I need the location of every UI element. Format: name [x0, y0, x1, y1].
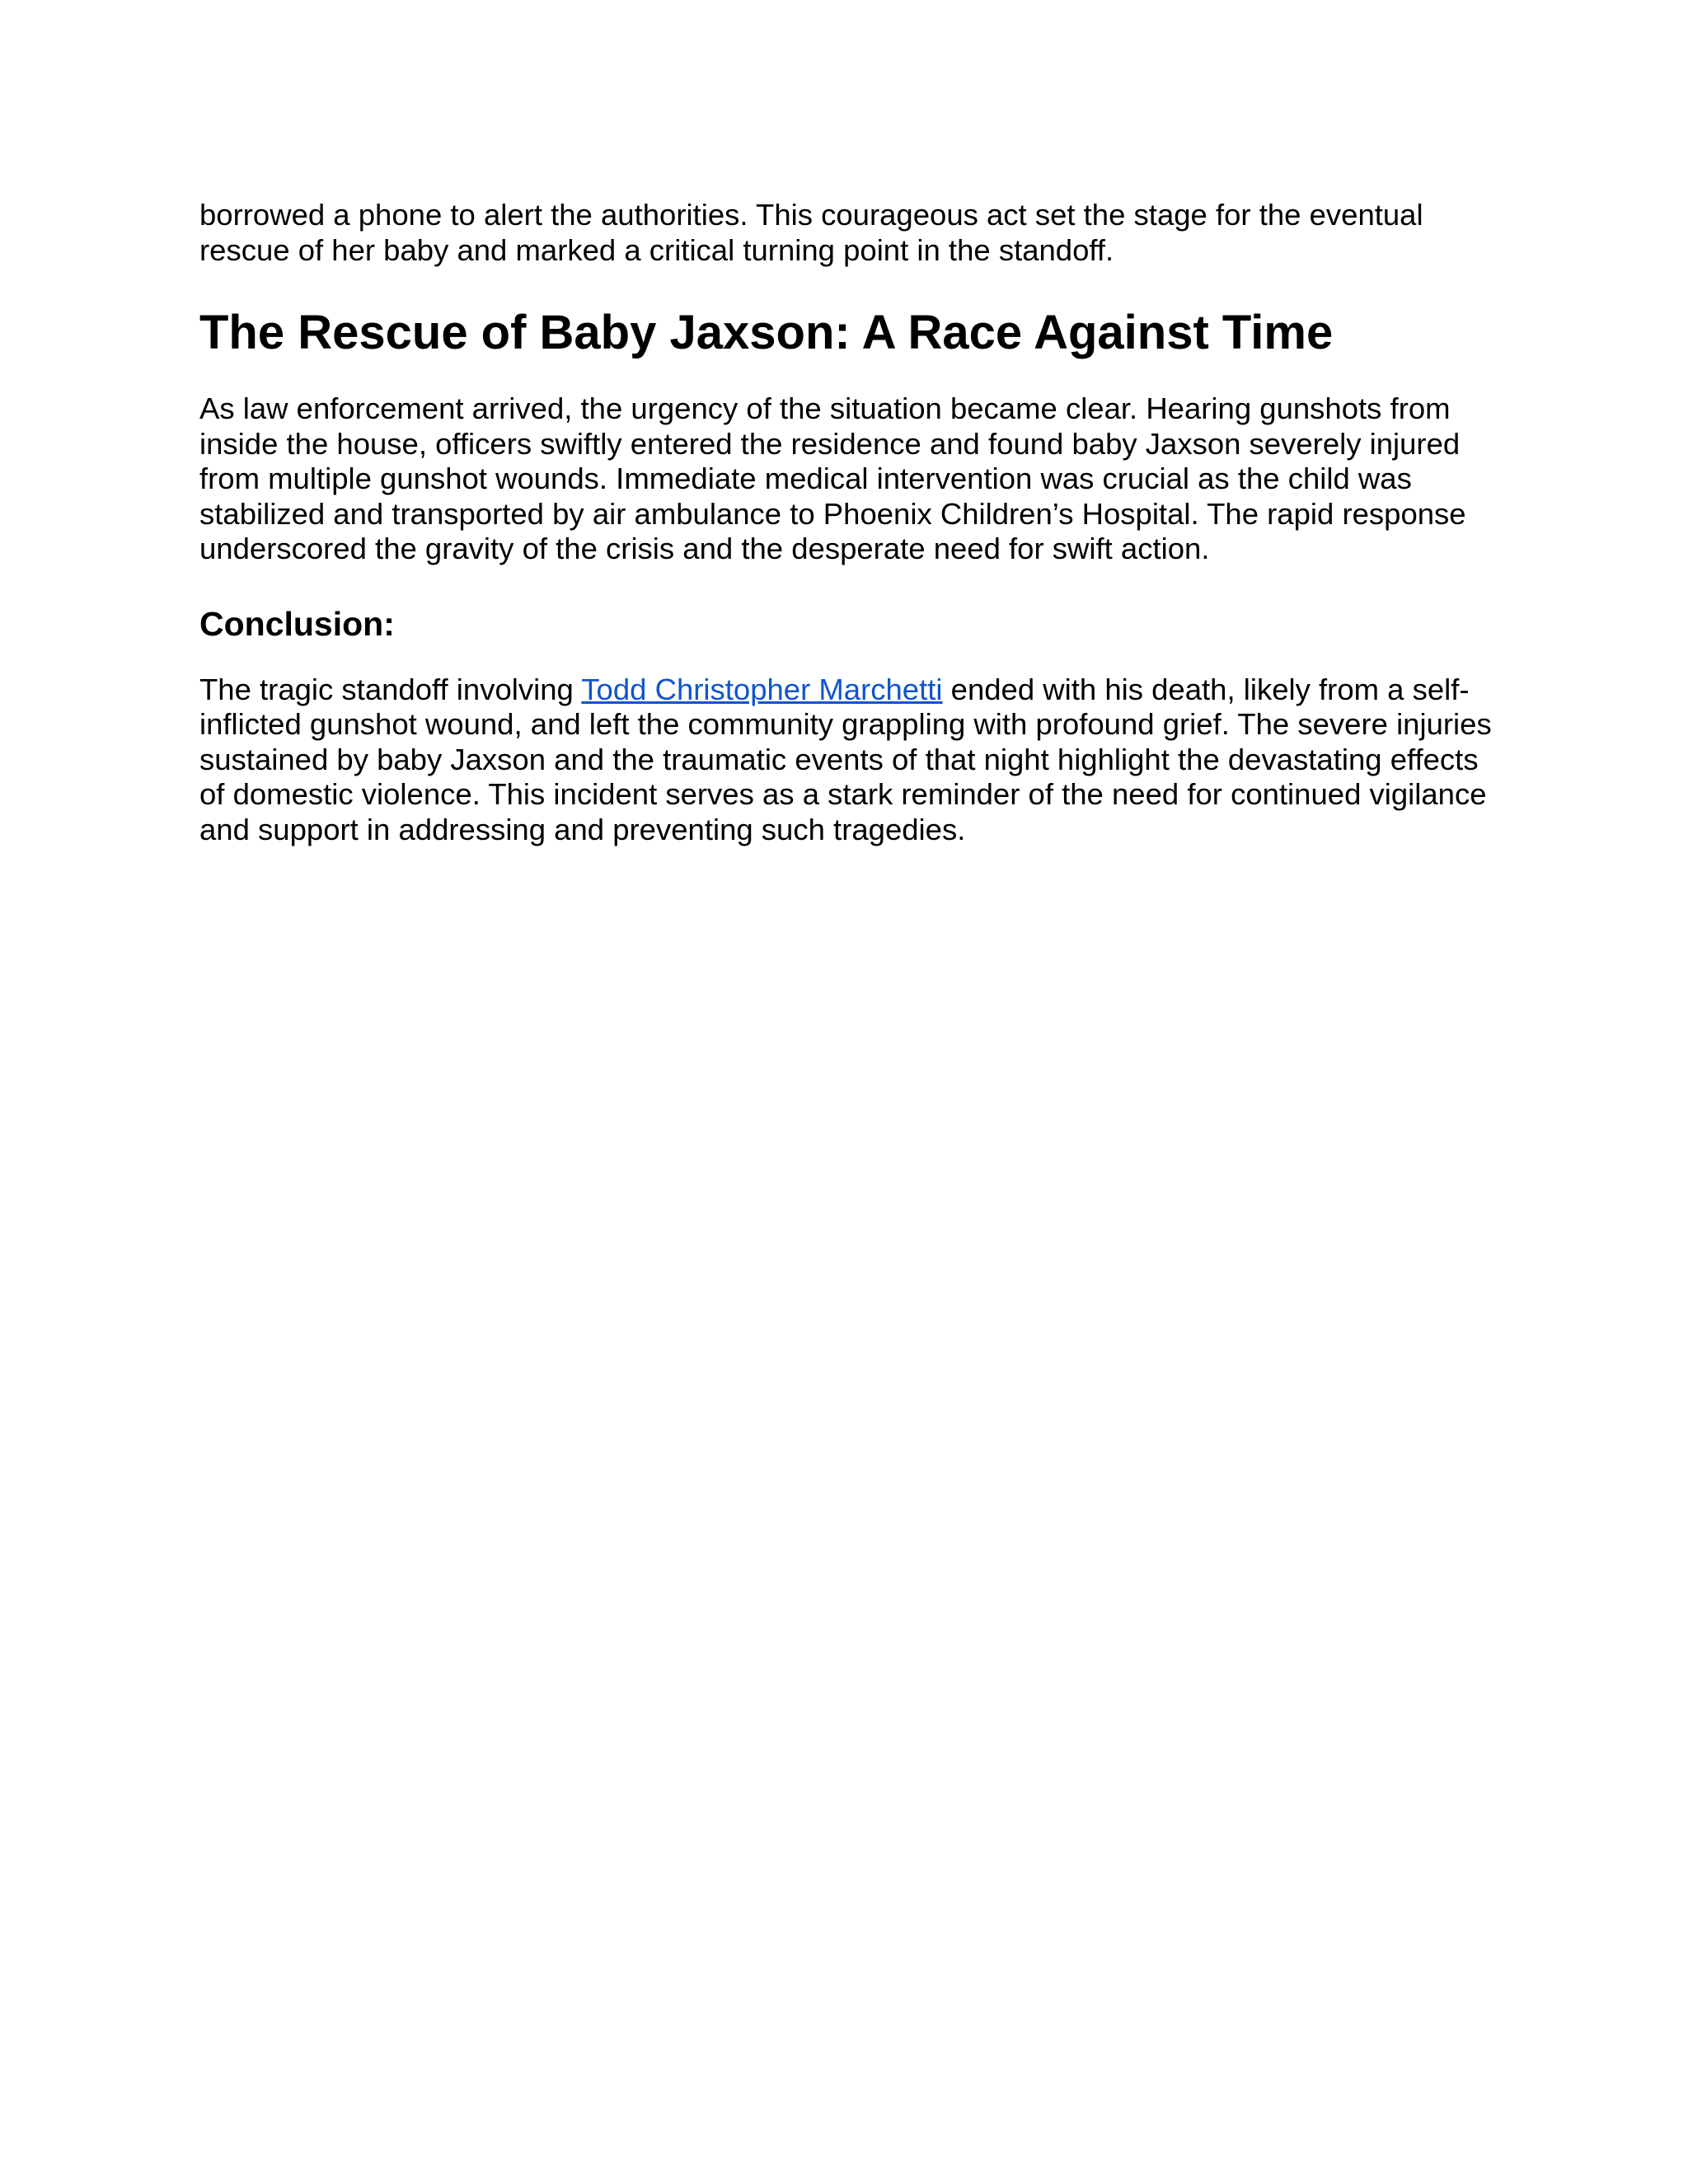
- rescue-paragraph: As law enforcement arrived, the urgency of the situation became clear. Hearing gunshots from inside the house, officers swiftly entered the residence and found baby Jaxson severely injured from multiple gunshot wounds. Immediate medical intervention was crucial as the child was stabilized and transported by air ambulance to Phoenix Children’s Hospital. The rapid response underscored the gravity of the crisis and the desperate need for swift action.: [199, 391, 1466, 565]
- conclusion-text-before-link: The tragic standoff involving: [199, 672, 582, 706]
- todd-marchetti-link[interactable]: Todd Christopher Marchetti: [581, 672, 943, 706]
- conclusion-paragraph: [199, 673, 1510, 848]
- rescue-heading: The Rescue of Baby Jaxson: A Race Against Time: [199, 306, 1334, 359]
- intro-paragraph: borrowed a phone to alert the authorities. This courageous act set the stage for the eventual rescue of her baby and marked a critical turning point in the standoff.: [199, 198, 1423, 267]
- conclusion-heading: Conclusion:: [199, 604, 395, 643]
- document-body: [199, 198, 1510, 847]
- conclusion-text-after-link: ended with his death, likely from a self-inflicted gunshot wound, and left the community grappling with profound grief. The severe injuries sustained by baby Jaxson and the traumatic events of that night highlight the devastating effects of domestic violence. This incident serves as a stark reminder of the need for continued vigilance and support in addressing and preventing such tragedies.: [199, 672, 1492, 846]
